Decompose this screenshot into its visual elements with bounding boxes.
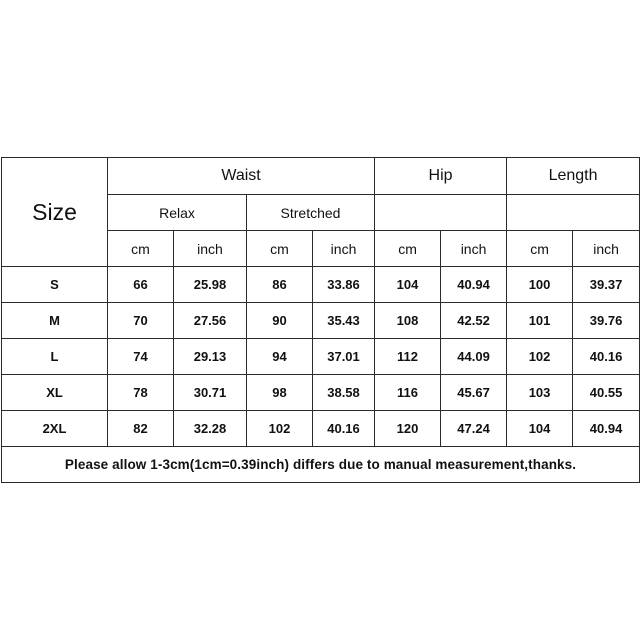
value-cell: 74 [108, 339, 174, 375]
header-row-groups [2, 158, 640, 195]
unit-header: cm [375, 231, 441, 267]
note-row [2, 447, 640, 483]
hip-header: Hip [375, 158, 507, 195]
waist-relax-header: Relax [108, 195, 247, 231]
value-cell: 112 [375, 339, 441, 375]
value-cell: 108 [375, 303, 441, 339]
value-cell: 38.58 [313, 375, 375, 411]
value-cell: 39.76 [573, 303, 640, 339]
value-cell: 66 [108, 267, 174, 303]
value-cell: 25.98 [174, 267, 247, 303]
value-cell: 116 [375, 375, 441, 411]
value-cell: 47.24 [441, 411, 507, 447]
table-row [2, 267, 640, 303]
size-chart-table [1, 157, 640, 483]
table-row [2, 375, 640, 411]
value-cell: 104 [507, 411, 573, 447]
value-cell: 40.16 [573, 339, 640, 375]
value-cell: 100 [507, 267, 573, 303]
length-header: Length [507, 158, 640, 195]
value-cell: 40.94 [573, 411, 640, 447]
unit-header: inch [573, 231, 640, 267]
value-cell: 98 [247, 375, 313, 411]
value-cell: 70 [108, 303, 174, 339]
size-cell: S [2, 267, 108, 303]
length-subheader-empty [507, 195, 640, 231]
value-cell: 104 [375, 267, 441, 303]
unit-header: cm [507, 231, 573, 267]
value-cell: 103 [507, 375, 573, 411]
value-cell: 30.71 [174, 375, 247, 411]
table-row [2, 339, 640, 375]
value-cell: 94 [247, 339, 313, 375]
table-row [2, 303, 640, 339]
value-cell: 39.37 [573, 267, 640, 303]
hip-subheader-empty [375, 195, 507, 231]
unit-header: cm [247, 231, 313, 267]
value-cell: 40.16 [313, 411, 375, 447]
value-cell: 82 [108, 411, 174, 447]
value-cell: 78 [108, 375, 174, 411]
value-cell: 33.86 [313, 267, 375, 303]
value-cell: 42.52 [441, 303, 507, 339]
size-cell: 2XL [2, 411, 108, 447]
unit-header: inch [174, 231, 247, 267]
size-cell: M [2, 303, 108, 339]
value-cell: 86 [247, 267, 313, 303]
size-cell: XL [2, 375, 108, 411]
value-cell: 90 [247, 303, 313, 339]
value-cell: 120 [375, 411, 441, 447]
value-cell: 102 [247, 411, 313, 447]
table-row [2, 411, 640, 447]
value-cell: 101 [507, 303, 573, 339]
waist-stretched-header: Stretched [247, 195, 375, 231]
unit-header: inch [441, 231, 507, 267]
size-column-header: Size [2, 158, 108, 267]
measurement-note: Please allow 1-3cm(1cm=0.39inch) differs due to manual measurement,thanks. [2, 447, 640, 483]
value-cell: 35.43 [313, 303, 375, 339]
unit-header: inch [313, 231, 375, 267]
size-cell: L [2, 339, 108, 375]
value-cell: 37.01 [313, 339, 375, 375]
value-cell: 45.67 [441, 375, 507, 411]
value-cell: 32.28 [174, 411, 247, 447]
value-cell: 40.94 [441, 267, 507, 303]
value-cell: 44.09 [441, 339, 507, 375]
value-cell: 27.56 [174, 303, 247, 339]
value-cell: 40.55 [573, 375, 640, 411]
unit-header: cm [108, 231, 174, 267]
waist-header: Waist [108, 158, 375, 195]
value-cell: 29.13 [174, 339, 247, 375]
value-cell: 102 [507, 339, 573, 375]
